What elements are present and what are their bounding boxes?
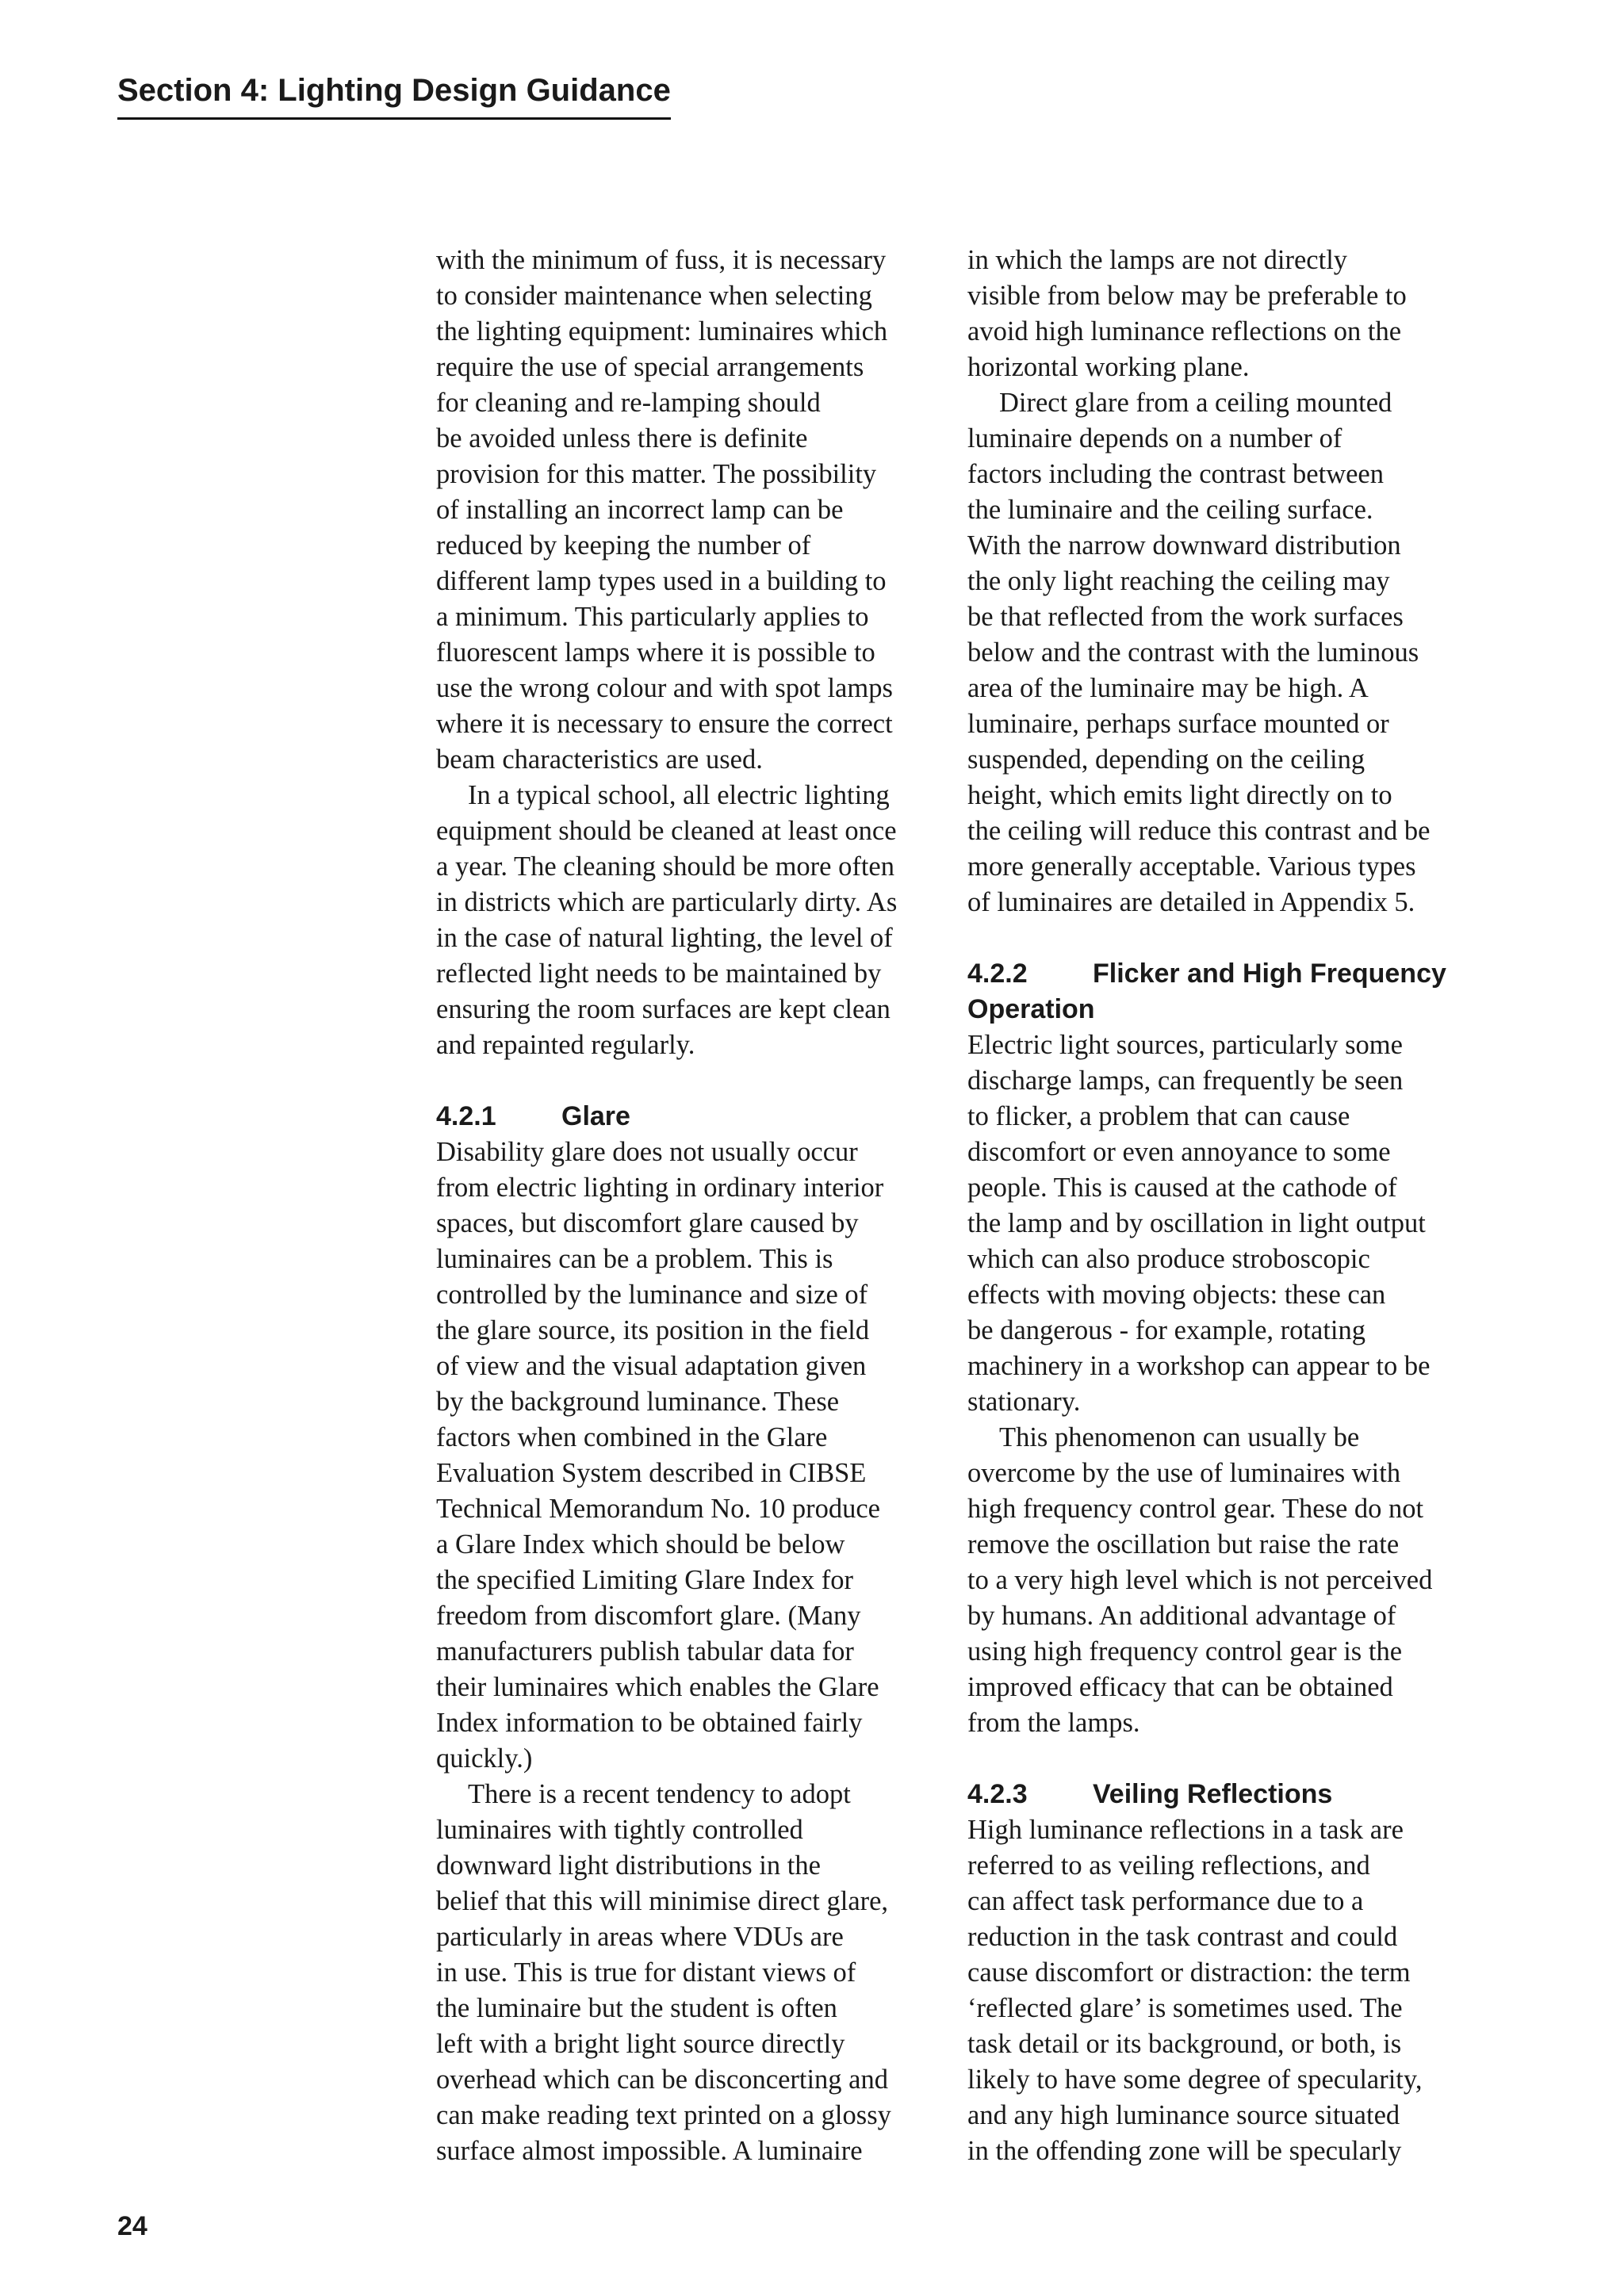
body-text-line: people. This is caused at the cathode of — [967, 1173, 1397, 1203]
subsection-title: Veiling Reflections — [1093, 1779, 1333, 1809]
body-text-line: the lamp and by oscillation in light output — [967, 1208, 1426, 1238]
body-text-line: reflected light needs to be maintained by — [436, 959, 882, 989]
body-text-line: remove the oscillation but raise the rate — [967, 1529, 1400, 1559]
body-text-line: which can also produce stroboscopic — [967, 1244, 1370, 1274]
subsection-heading — [967, 1777, 1475, 1812]
body-text-line: require the use of special arrangements — [436, 352, 864, 382]
body-text-line: task detail or its background, or both, is — [967, 2029, 1402, 2059]
body-text-line: left with a bright light source directly — [436, 2029, 845, 2059]
body-text-line: horizontal working plane. — [967, 352, 1250, 382]
body-text-line: ‘reflected glare’ is sometimes used. The — [967, 1993, 1403, 2023]
body-text-line: their luminaires which enables the Glare — [436, 1672, 879, 1702]
body-text-line: area of the luminaire may be high. A — [967, 673, 1369, 703]
body-text-line: from electric lighting in ordinary interior — [436, 1173, 884, 1203]
body-text-line: visible from below may be preferable to — [967, 281, 1407, 311]
body-text-line: Electric light sources, particularly some — [967, 1030, 1403, 1060]
body-text-line: different lamp types used in a building to — [436, 566, 887, 596]
body-text-line: controlled by the luminance and size of — [436, 1280, 868, 1310]
body-text-line: the glare source, its position in the field — [436, 1315, 870, 1345]
body-text-line: overcome by the use of luminaires with — [967, 1458, 1401, 1488]
body-text-line: more generally acceptable. Various types — [967, 851, 1416, 882]
body-text-line: the luminaire and the ceiling surface. — [967, 495, 1373, 525]
body-text-line: luminaire, perhaps surface mounted or — [967, 709, 1389, 739]
body-text-line: in which the lamps are not directly — [967, 245, 1348, 275]
subsection-number: 4.2.3 — [967, 1779, 1028, 1809]
body-text-line: the ceiling will reduce this contrast and be — [967, 816, 1431, 846]
body-text-line: can make reading text printed on a glossy — [436, 2100, 891, 2130]
body-text-line: of view and the visual adaptation given — [436, 1351, 867, 1381]
body-text-line: equipment should be cleaned at least once — [436, 816, 897, 846]
subsection-number: 4.2.2 — [967, 959, 1028, 989]
body-text-line: and any high luminance source situated — [967, 2100, 1400, 2130]
body-text-line: referred to as veiling reflections, and — [967, 1850, 1370, 1881]
body-text-line: spaces, but discomfort glare caused by — [436, 1208, 859, 1238]
body-text-line: the lighting equipment: luminaires which — [436, 316, 888, 346]
body-text-line: use the wrong colour and with spot lamps — [436, 673, 893, 703]
body-text-line: of luminaires are detailed in Appendix 5. — [967, 887, 1415, 917]
body-text-line: be dangerous - for example, rotating — [967, 1315, 1365, 1345]
body-text-line: can affect task performance due to a — [967, 1886, 1364, 1916]
paragraph-first-line: In a typical school, all electric lighting — [468, 780, 890, 810]
body-text-line: the only light reaching the ceiling may — [967, 566, 1390, 596]
body-text-line: height, which emits light directly on to — [967, 780, 1392, 810]
body-text-line: likely to have some degree of specularity, — [967, 2064, 1423, 2095]
paragraph-first-line: There is a recent tendency to adopt — [468, 1779, 851, 1809]
body-text-line: to flicker, a problem that can cause — [967, 1101, 1350, 1131]
body-text-line: for cleaning and re-lamping should — [436, 388, 821, 418]
body-text-line: discomfort or even annoyance to some — [967, 1137, 1391, 1167]
body-text-line: discharge lamps, can frequently be seen — [967, 1066, 1404, 1096]
body-text-line: factors when combined in the Glare — [436, 1422, 828, 1452]
body-text-line: overhead which can be disconcerting and — [436, 2064, 888, 2095]
body-text-line: be avoided unless there is definite — [436, 423, 808, 453]
body-text-line: Disability glare does not usually occur — [436, 1137, 858, 1167]
subsection-heading — [436, 1099, 944, 1135]
body-text-line: Index information to be obtained fairly — [436, 1708, 863, 1738]
body-text-line: using high frequency control gear is the — [967, 1636, 1403, 1667]
body-text-line: luminaires can be a problem. This is — [436, 1244, 833, 1274]
body-text-line: the specified Limiting Glare Index for — [436, 1565, 853, 1595]
subsection-heading — [967, 956, 1475, 992]
body-text-line: from the lamps. — [967, 1708, 1140, 1738]
body-text-line: a minimum. This particularly applies to — [436, 602, 869, 632]
body-text-line: particularly in areas where VDUs are — [436, 1922, 844, 1952]
body-text-line: and repainted regularly. — [436, 1030, 695, 1060]
body-text-line: factors including the contrast between — [967, 459, 1384, 489]
body-text-line: by the background luminance. These — [436, 1387, 840, 1417]
body-text-line: cause discomfort or distraction: the term — [967, 1957, 1411, 1988]
body-text-line: by humans. An additional advantage of — [967, 1601, 1396, 1631]
body-text-line: quickly.) — [436, 1743, 533, 1774]
body-text-line: in the case of natural lighting, the level of — [436, 923, 893, 953]
subsection-title: Glare — [561, 1101, 630, 1131]
body-text-line: freedom from discomfort glare. (Many — [436, 1601, 861, 1631]
body-text-line: fluorescent lamps where it is possible to — [436, 637, 875, 668]
body-text-line: provision for this matter. The possibility — [436, 459, 877, 489]
body-text-line: of installing an incorrect lamp can be — [436, 495, 844, 525]
body-text-line: with the minimum of fuss, it is necessary — [436, 245, 887, 275]
paragraph-first-line: Direct glare from a ceiling mounted — [999, 388, 1392, 418]
body-text-line: machinery in a workshop can appear to be — [967, 1351, 1431, 1381]
body-text-line: ensuring the room surfaces are kept clean — [436, 994, 891, 1024]
body-text-line: be that reflected from the work surfaces — [967, 602, 1404, 632]
body-text-line: improved efficacy that can be obtained — [967, 1672, 1393, 1702]
body-text-line: where it is necessary to ensure the correct — [436, 709, 893, 739]
body-text-line: downward light distributions in the — [436, 1850, 821, 1881]
body-text-line: in the offending zone will be specularly — [967, 2136, 1402, 2166]
text-column-left — [436, 243, 944, 2169]
body-text-line: beam characteristics are used. — [436, 744, 763, 775]
body-text-line: in use. This is true for distant views of — [436, 1957, 856, 1988]
body-text-line: to a very high level which is not perceived — [967, 1565, 1433, 1595]
body-text-line: Technical Memorandum No. 10 produce — [436, 1494, 880, 1524]
text-column-right — [967, 243, 1475, 2169]
body-text-line: stationary. — [967, 1387, 1081, 1417]
body-text-line: luminaire depends on a number of — [967, 423, 1342, 453]
body-text-line: to consider maintenance when selecting — [436, 281, 872, 311]
paragraph-spacer — [967, 1741, 1475, 1777]
subsection-title: Flicker and High Frequency — [1093, 959, 1446, 989]
body-text-line: below and the contrast with the luminous — [967, 637, 1419, 668]
body-text-line: a year. The cleaning should be more often — [436, 851, 894, 882]
body-text-line: luminaires with tightly controlled — [436, 1815, 803, 1845]
paragraph-spacer — [436, 1063, 944, 1099]
body-text-line: suspended, depending on the ceiling — [967, 744, 1365, 775]
subsection-heading-continued: Operation — [967, 994, 1095, 1024]
section-header: Section 4: Lighting Design Guidance — [117, 68, 671, 120]
body-text-line: Evaluation System described in CIBSE — [436, 1458, 867, 1488]
paragraph-first-line: This phenomenon can usually be — [999, 1422, 1360, 1452]
body-text-line: belief that this will minimise direct glare, — [436, 1886, 889, 1916]
body-text-line: avoid high luminance reflections on the — [967, 316, 1402, 346]
body-text-line: High luminance reflections in a task are — [967, 1815, 1404, 1845]
body-text-line: in districts which are particularly dirty. As — [436, 887, 898, 917]
body-text-line: the luminaire but the student is often — [436, 1993, 837, 2023]
body-text-line: effects with moving objects: these can — [967, 1280, 1386, 1310]
body-text-line: a Glare Index which should be below — [436, 1529, 845, 1559]
body-text-line: reduced by keeping the number of — [436, 530, 811, 561]
body-text-line: With the narrow downward distribution — [967, 530, 1401, 561]
body-text-line: reduction in the task contrast and could — [967, 1922, 1398, 1952]
body-text-line: manufacturers publish tabular data for — [436, 1636, 854, 1667]
subsection-number: 4.2.1 — [436, 1101, 496, 1131]
paragraph-spacer — [967, 920, 1475, 956]
body-text-line: high frequency control gear. These do not — [967, 1494, 1424, 1524]
page-number: 24 — [117, 2211, 147, 2241]
body-text-line: surface almost impossible. A luminaire — [436, 2136, 863, 2166]
